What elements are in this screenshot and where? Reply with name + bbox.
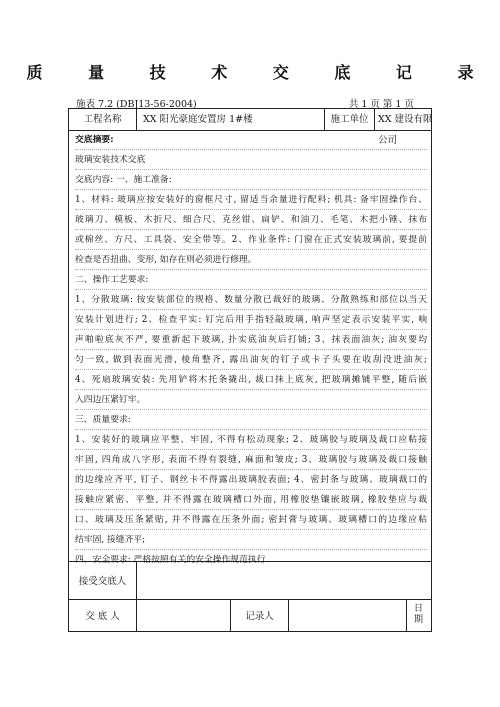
receiver-row (69, 561, 431, 600)
presenter-signature-field[interactable] (137, 599, 231, 631)
content-line: 接触应紧密、平整, 并不得露在玻璃槽口外面, 用橡胶垫镶嵌玻璃, 橡胶垫应与裁 (75, 490, 427, 510)
project-label: 工程名称 (69, 109, 137, 130)
unit-value: XX 建设有限公司 (378, 114, 433, 146)
content-line: 玻璃刀、模板、木折尺、细合尺、克丝钳、扁铲、和油刀、毛笔、木把小锤、抹布 (75, 210, 427, 230)
unit-label: 施工单位 (325, 109, 375, 130)
content-line: 安装计划进行; 2、检查平实: 钉完后用手指轻敲玻璃, 响声坚定表示安装平实, 响 (75, 310, 427, 330)
signature-row (69, 599, 431, 631)
recorder-signature-field[interactable] (289, 599, 407, 631)
form-number: 施表 7.2 (DBJ13-56-2004) (76, 99, 197, 110)
content-line: 匀一致, 做到表面光滑, 棱角整齐, 露出油灰的钉子或卡子头要在收刮没进油灰; (75, 350, 427, 370)
content-line: 三、质量要求: (75, 410, 427, 430)
presenter-label: 交 底 人 (69, 599, 137, 631)
date-label: 日期 (414, 604, 424, 625)
project-value: XX 阳光豪庭安置房 1#楼 (137, 109, 325, 130)
content-line: 1、安装好的玻璃应平整、牢固, 不得有松动现象; 2、玻璃胶与玻璃及裁口应粘接 (75, 430, 427, 450)
content-line: 检查是否扭曲、变形, 如存在则必须进行修理。 (75, 250, 427, 270)
content-line: 声啪啦底灰不严, 要重新起下玻璃, 扑实底油灰后打铺; 3、抹表面油灰; 油灰要均 (75, 330, 427, 350)
receiver-label: 接受交底人 (69, 561, 137, 599)
content-line: 入四边压紧钉牢。 (75, 390, 427, 410)
recorder-label: 记录人 (231, 599, 289, 631)
content-line: 的边缘应齐平, 钉子、钢丝卡不得露出玻璃胶表面; 4、密封条与玻璃、玻璃裁口的 (75, 470, 427, 490)
content-line: 结牢固, 接缝齐平; (75, 530, 427, 550)
page-count: 共 1 页 第 1 页 (348, 99, 414, 110)
content-line: 口、玻璃及压条紧贴, 并不得露在压条外面; 密封膏与玻璃、玻璃槽口的边缘应粘 (75, 510, 427, 530)
content-line: 交底内容: 一、施工准备: (75, 170, 427, 190)
content-line: 二、操作工艺要求: (75, 270, 427, 290)
content-line: 1、分散玻璃: 按安装部位的规格、数量分散已裁好的玻璃、分散熟练和部位以当天 (75, 290, 427, 310)
content-line: 四、安全要求: 严格按照有关的安全操作规范执行. (75, 555, 269, 565)
content-line: 1、材料: 玻璃应按安装好的窗框尺寸, 留适当余量进行配料; 机具: 备牢固操作台、 (75, 190, 427, 210)
page-title: 质 量 技 术 交 底 记 录 (26, 63, 494, 82)
content-line: 玻璃安装技术交底 (75, 150, 427, 170)
content-line: 牢固, 四角成八字形, 表面不得有裂缝, 麻面和皱皮; 3、玻璃胶与玻璃及裁口接触 (75, 450, 427, 470)
content-line: 或棉丝、方尺、工具袋、安全带等。2、作业条件: 门窗在正式安装玻璃前, 要提前 (75, 230, 427, 250)
content-line: 4、死扇玻璃安装: 先用铲将木托条撬出, 裁口抹上底灰, 把玻璃摊铺平整, 随后嵌 (75, 370, 427, 390)
content-line: 交底摘要: (75, 130, 427, 150)
disclosure-form (68, 108, 432, 632)
disclosure-content (69, 130, 431, 565)
